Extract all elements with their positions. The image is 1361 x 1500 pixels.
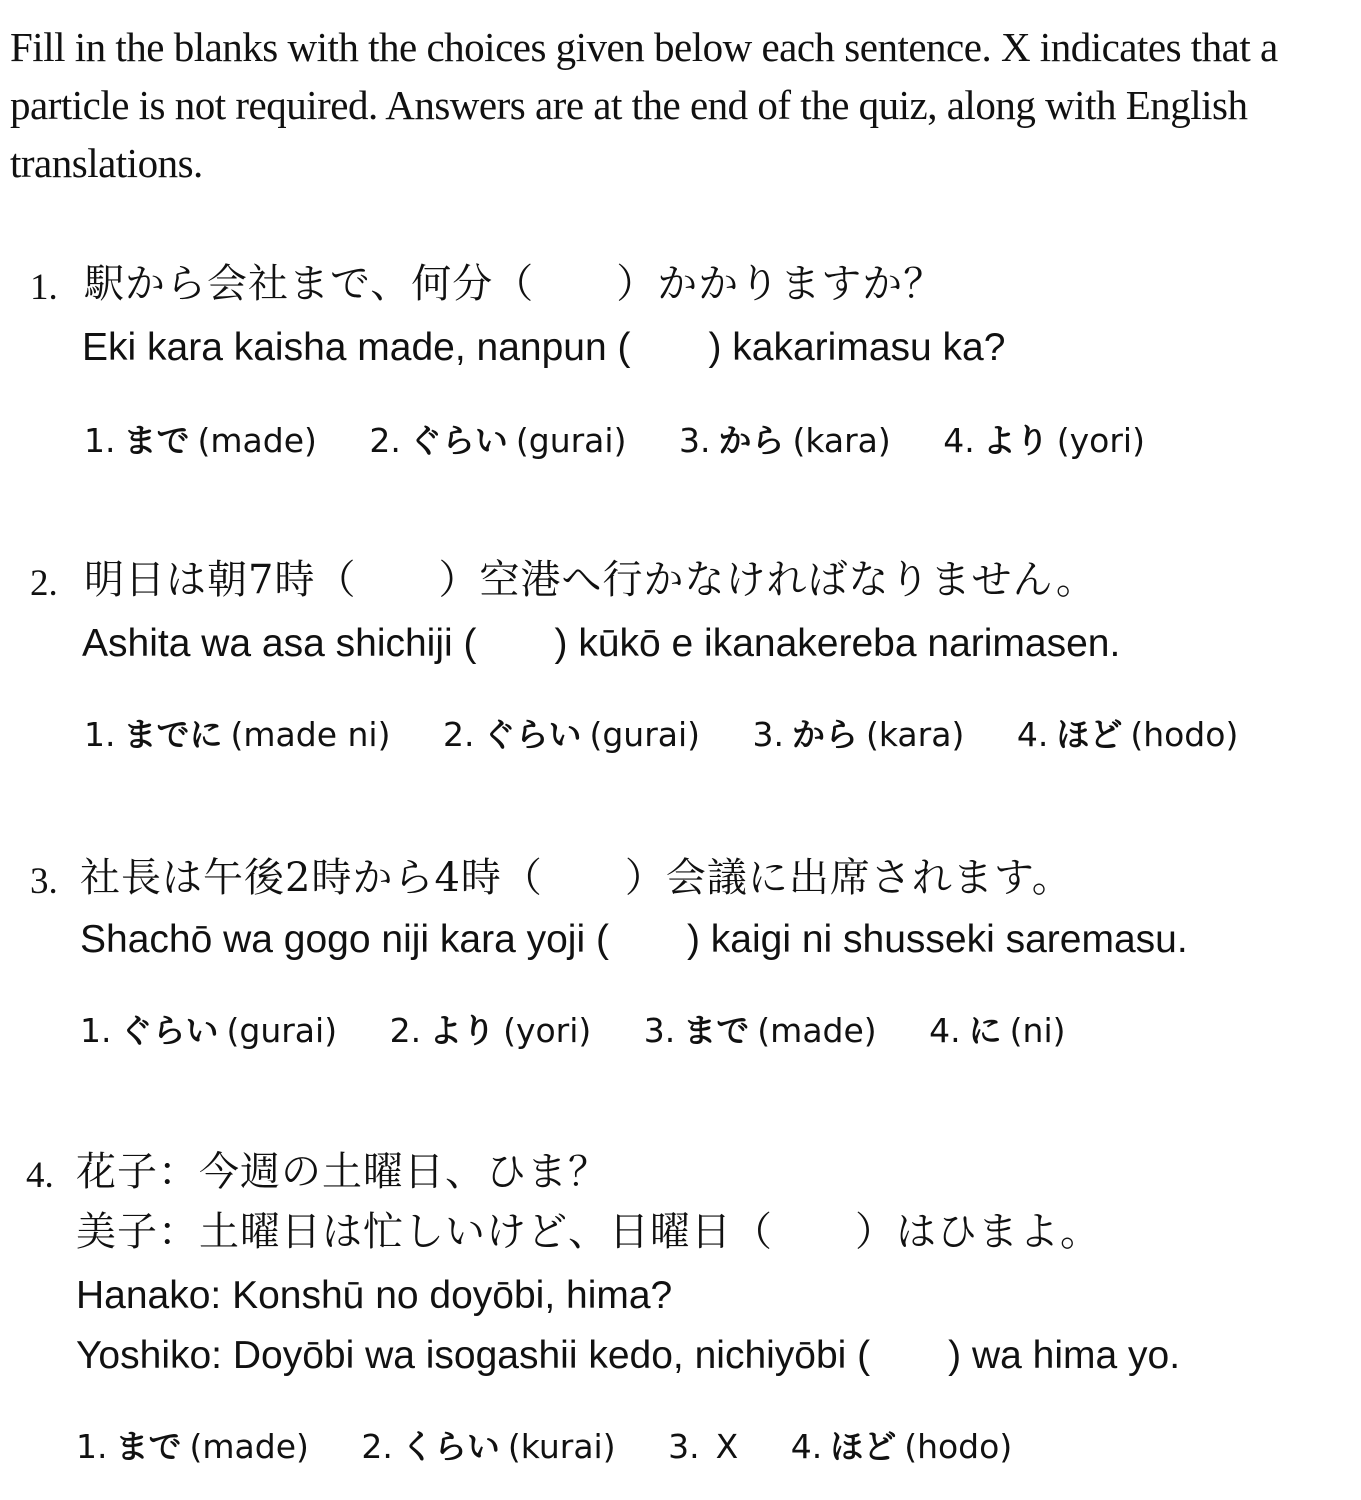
japanese-sentence: 花子：今週の土曜日、ひま？ — [76, 1149, 609, 1195]
choice-kana: ぐらい — [119, 1011, 219, 1050]
choices-list — [76, 1422, 1054, 1472]
choice-romaji: (made ni) — [230, 715, 391, 754]
choice-number: 4. — [1016, 715, 1049, 754]
choice-option[interactable] — [753, 710, 965, 760]
japanese-sentence: 美子：土曜日は忙しいけど、日曜日（ ）はひまよ。 — [76, 1209, 1101, 1255]
japanese-sentence: 駅から会社まで、何分（ ）かかりますか？ — [84, 261, 945, 307]
choice-option[interactable] — [84, 416, 317, 466]
romaji-sentence: Ashita wa asa shichiji ( ) kūkō e ikanakereba narimasen. — [82, 622, 1121, 665]
choice-option[interactable] — [76, 1422, 309, 1472]
choice-option[interactable] — [1017, 710, 1239, 760]
choices-list — [84, 710, 1280, 760]
choices-list — [80, 1006, 1108, 1056]
choice-number: 2. — [369, 421, 401, 460]
choice-romaji: (hodo) — [904, 1427, 1013, 1466]
choice-number: 1. — [84, 421, 116, 460]
choice-romaji: (made) — [757, 1011, 877, 1050]
choice-number: 1. — [84, 715, 116, 754]
choice-kana: から — [718, 421, 785, 460]
japanese-sentence: 明日は朝7時（ ）空港へ行かなければなりません。 — [84, 557, 1097, 603]
choice-number: 2. — [361, 1427, 393, 1466]
choice-romaji: X — [715, 1427, 739, 1466]
choice-romaji: (made) — [197, 421, 317, 460]
choice-kana: ぐらい — [408, 421, 508, 460]
choice-option[interactable] — [943, 416, 1145, 466]
choice-number: 3. — [668, 1427, 700, 1466]
choice-option[interactable] — [929, 1006, 1065, 1056]
choice-number: 4. — [943, 421, 975, 460]
question-number: 4. — [26, 1155, 54, 1196]
choice-kana: くらい — [400, 1427, 500, 1466]
choice-option[interactable] — [668, 1422, 738, 1472]
choice-option[interactable] — [369, 416, 626, 466]
choice-romaji: (gurai) — [226, 1011, 338, 1050]
choice-number: 3. — [643, 1011, 676, 1050]
instructions-text: Fill in the blanks with the choices given below each sentence. X indicates that a particle is not required. Answers are at the end of the quiz, along with English translations. — [10, 24, 1278, 186]
choice-option[interactable] — [390, 1006, 592, 1056]
choice-kana: ぐらい — [482, 715, 582, 754]
choice-kana: までに — [123, 715, 223, 754]
choice-romaji: (yori) — [503, 1011, 592, 1050]
choice-number: 2. — [389, 1011, 422, 1050]
choice-kana: より — [982, 421, 1049, 460]
choice-option[interactable] — [443, 710, 700, 760]
question-number: 2. — [30, 563, 58, 604]
romaji-sentence: Yoshiko: Doyōbi wa isogashii kedo, nichiyōbi ( ) wa hima yo. — [76, 1334, 1181, 1377]
choice-number: 4. — [790, 1427, 823, 1466]
romaji-sentence: Eki kara kaisha made, nanpun ( ) kakarimasu ka? — [82, 326, 1006, 369]
choice-romaji: (kara) — [866, 715, 965, 754]
choice-kana: ほど — [830, 1427, 897, 1466]
choice-option[interactable] — [84, 710, 390, 760]
choice-romaji: (made) — [189, 1427, 309, 1466]
japanese-sentence: 社長は午後2時から4時（ ）会議に出席されます。 — [80, 855, 1073, 901]
choices-list — [84, 416, 1187, 466]
choice-romaji: (yori) — [1056, 421, 1145, 460]
choice-number: 3. — [752, 715, 785, 754]
choice-romaji: (ni) — [1009, 1011, 1066, 1050]
choice-number: 3. — [678, 421, 711, 460]
choice-option[interactable] — [80, 1006, 337, 1056]
choice-number: 2. — [442, 715, 475, 754]
choice-kana: より — [429, 1011, 496, 1050]
choice-option[interactable] — [361, 1422, 615, 1472]
romaji-sentence: Hanako: Konshū no doyōbi, hima? — [76, 1274, 673, 1317]
choice-option[interactable] — [791, 1422, 1013, 1472]
choice-romaji: (kara) — [792, 421, 891, 460]
choice-number: 1. — [76, 1427, 108, 1466]
choice-romaji: (kurai) — [507, 1427, 616, 1466]
romaji-sentence: Shachō wa gogo niji kara yoji ( ) kaigi ni shusseki saremasu. — [80, 918, 1188, 961]
choice-romaji: (hodo) — [1130, 715, 1239, 754]
choice-kana: まで — [115, 1427, 182, 1466]
choice-number: 1. — [80, 1011, 112, 1050]
choice-kana: まで — [123, 421, 190, 460]
question-number: 1. — [30, 267, 58, 308]
choice-kana: ほど — [1056, 715, 1123, 754]
choice-number: 4. — [929, 1011, 961, 1050]
choice-option[interactable] — [644, 1006, 877, 1056]
question-number: 3. — [30, 861, 58, 902]
choice-kana: に — [968, 1011, 1002, 1050]
choice-kana: まで — [683, 1011, 750, 1050]
choice-romaji: (gurai) — [589, 715, 701, 754]
choice-kana: から — [792, 715, 859, 754]
choice-option[interactable] — [679, 416, 891, 466]
choice-romaji: (gurai) — [515, 421, 627, 460]
